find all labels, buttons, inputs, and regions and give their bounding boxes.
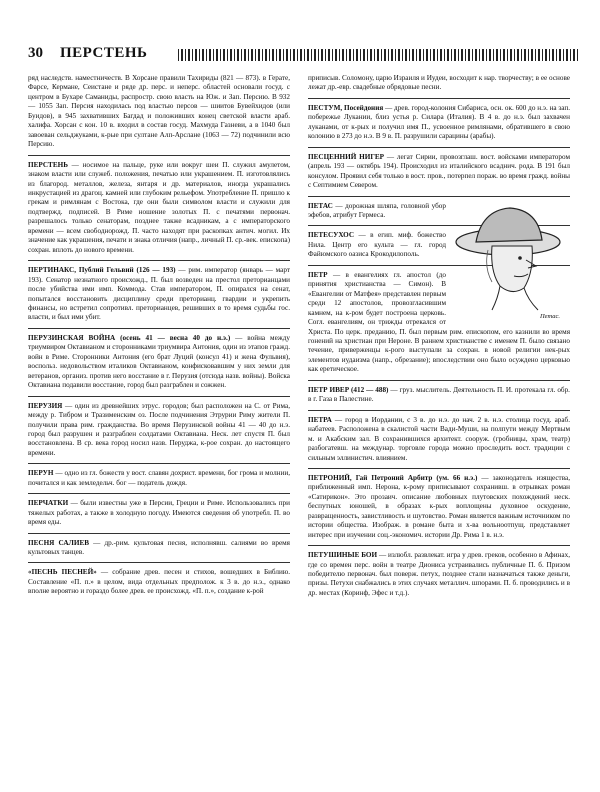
dictionary-entry <box>308 74 570 93</box>
entry-headword: ПЕТР ИВЕР (412 — 488) <box>308 385 389 394</box>
entry-text: — одно из гл. божеств у вост. славян дохрист. времени, бог грома и молнии, почитался и как земледельч. бог — податель дождя. <box>28 469 290 487</box>
entry-text: — др.-рим. культовая песня, исполнявш. салиями во время культовых танцев. <box>28 538 290 557</box>
entry-divider <box>308 410 570 411</box>
entry-text: — груз. мыслитель. Деятельность П. И. протекала гл. обр. в г. Газа в Палестине. <box>308 385 570 404</box>
decorative-border <box>178 49 578 61</box>
entry-divider <box>28 155 290 156</box>
entry-text: — излюбл. развлекат. игра у древ. греков, особенно в Афинах, где со времен перс. войн в театре Диониса устраивались публичные П. б. Призом победителю первонач. был поверж. петух, позднее стали назначаться также деньги, призы. Петухи снабжались в этих случаях металлич. шпорами. П. б. проводились и в др. местах (Коринф, Эфес и т.д.). <box>308 551 570 597</box>
entry-headword: ПЕСТУМ, Посейдония <box>308 103 384 112</box>
dictionary-entry <box>308 474 570 540</box>
dictionary-entry <box>28 568 290 596</box>
right-column <box>308 74 570 784</box>
entry-headword: ПЕРУЗИНСКАЯ ВОЙНА (осень 41 — весна 40 до н.э.) <box>28 333 231 342</box>
dictionary-entry <box>28 74 290 150</box>
entry-headword: ПЕРУЗИЯ <box>28 401 63 410</box>
entry-divider <box>308 98 570 99</box>
entry-divider <box>308 196 570 197</box>
entry-divider <box>28 260 290 261</box>
dictionary-entry <box>308 551 570 598</box>
dictionary-entry <box>28 161 290 256</box>
left-column <box>28 74 290 784</box>
entry-headword: ПЕТР <box>308 270 328 279</box>
entry-text: — война между триумвиром Октавианом и сторонниками триумвира Антония, один из этапов гражд. войн в Риме. Сторонники Антония (его брат Луций (консул 41) и жена Фульвия), воспольз. недовольством италиков Октавианом, конфисковавшим у них земли для ветеранов, организ. против него восстание в г. Перузия (отсюда назв. войны). Войска Октавиана подавили восстание, город был разграблен и сожжен. <box>28 333 290 390</box>
dictionary-entry <box>28 266 290 323</box>
dictionary-entry <box>308 153 570 191</box>
dictionary-entry <box>28 499 290 527</box>
entry-headword: ПЕРУН <box>28 469 54 478</box>
entry-divider <box>28 562 290 563</box>
entry-divider <box>28 533 290 534</box>
entry-headword: ПЕРТИНАКС, Публий Гельвий (126 — 193) <box>28 266 176 275</box>
petasos-illustration <box>452 202 570 324</box>
entry-headword: ПЕТУШИНЫЕ БОИ <box>308 551 378 560</box>
entry-headword: ПЕТРА <box>308 415 332 424</box>
entry-text: — рим. император (январь — март 193). Сенатор незнатного происхожд., П. был возведен на престол преторианцами после убийства ими имп. Коммода. Став императором, П. опирался на сенат, попытался восстановить дисциплину среди преторианц. гвардии и укрепить финансы, но встретил сопротивл. преторианцев, решивших в то время судьбы гос. власти, и был ими убит. <box>28 266 290 322</box>
entry-text: — собрание древ. песен и стихов, вошедших в Библию. Составление «П. п.» в целом, вида отдельных предполож. к 3 в. до н.э., однако вполне вероятно и гораздо более древ. ее происхожд. «П. п.», создание к-рой <box>28 568 290 596</box>
dictionary-entry <box>308 386 570 405</box>
figure-caption: Петас. <box>539 312 560 320</box>
entry-text: — один из древнейших этрус. городов; был расположен на С. от Рима, между р. Тибром и Тразименским оз. После подчинения Этрурии Риму жители П. получили права рим. гражданства. Во время Перузинской войны 41 — 40 до н.э. город был разрушен и разграблен солдатами Октавиана. Неск. лет спустя П. был восстановлена. В ср. века город носил назв. Перуджа, к-рое сохран. до настоящего времени. <box>28 401 290 457</box>
entry-text: — легат Сирии, провозглаш. вост. войсками императором (апрель 193 — октябрь 194). Происходил из италийского всаднич. рода. В 191 был консулом. Проявил себя только в вост. пров., потерпел пораж. во время гражд. войны с Септимием Севером. <box>308 152 570 190</box>
entry-divider <box>308 147 570 148</box>
entry-text: — дорожная шляпа, головной убор эфебов, атрибут Гермеса. <box>308 201 446 219</box>
entry-text: — в егип. миф. божество Нила. Центр его культа — гл. город Файюмского оазиса Крокодилополь. <box>308 231 446 259</box>
entry-divider <box>28 493 290 494</box>
entry-headword: «ПЕСНЬ ПЕСНЕЙ» <box>28 568 97 577</box>
entry-divider <box>308 468 570 469</box>
entry-text: ряд наследств. наместничеств. В Хорсане правили Тахириды (821 — 873). в Герате, Фарсе, Кермане, Сеистане и ряде др. перс. и неперс. областей основали госуд. с центром в Бухаре Саманиды, распростр. свою власть на Юж. и Зап. Персию. В 932 — 1055 Зап. Персия находилась под властью персов — шиитов Бувейхидов (или Буидов), в 945 захвативших Багдад и положивших конец светской власти араб. халифа. Хорсан с кон. 10 в. входил в состав госуд. Махмуда Газневи, а в 1040 был завоеван сельджуками, к-рые при султане Алп-Арслане (1063 — 72) подчинили всю Персию. <box>28 74 290 149</box>
entry-text: — древ. город-колония Сибариса, осн. ок. 600 до н.э. на зап. побережье Лукании, близ устья р. Силара (Италия). В 4 в. до н.э. был захвачен луканами, от к-рых и получил имя П., усвоенное римлянами, обратившего в свою колонию в 273 до н.э. В 9 в. П. разрушили сарацины (арабы). <box>308 103 570 141</box>
entry-text: — город в Иордании, с 3 в. до н.э. до нач. 2 в. н.э. столица госуд. араб. набатеев. Расположена в скалистой части Вади-Муши, на полпути между Мертвым м. и Акабским зал. В сохранившихся архитект. сооруж. (гробницы, храм, театр) разбогатевш. на междунар. торговле города можно проследить вост. традиции с сильным эллинистич. влиянием. <box>308 415 570 462</box>
dictionary-entry <box>308 416 570 463</box>
entry-text: — законодатель изящества, приближенный имп. Нерона, к-рому приписывают сохранивш. в отрывках роман «Сатирикон». Это прозаич. описание любовных плутовских похождений неск. беспутных юношей, в образах к-рых воплощены духовное оскудение, развращенность, завистливость и шутовство. Роман является важным источником по истории общества. Изображ. в романе быта и х-ва вольноотпущ. представляет интерес при изучении соц.-экономич. истории Др. Рима 1 в. н.э. <box>308 473 570 539</box>
dictionary-entry <box>28 402 290 459</box>
entry-text: приписыв. Соломону, царю Израиля и Иудеи, восходит к нар. творчеству; в ее основе лежат др.-евр. свадебные обрядовые песни. <box>308 74 570 92</box>
entry-text: — в евангелиях гл. апостол (до принятия христианства — Симон). В «Евангелии от Матфея» представлен первым среди 12 апостолов, провозгласившим камнем, на к-ром будет построена церковь. Согл. евангелиям, он трижды отрекался от Христа. По церк. преданию, П. был первым рим. епископом, его казнили во время гонений на христиан при Нероне. В раннем христианстве с именем П. было связано течение, приверженцы к-рого выступали за сохран. в новой религии нек-рых элементов иудаизма (напр., обрезание); впоследствии оно было осуждено церковью как еретическое. <box>308 270 570 374</box>
running-title: ПЕРСТЕНЬ <box>60 45 148 61</box>
entry-divider <box>28 396 290 397</box>
petasos-drawing <box>452 202 570 312</box>
entry-headword: ПЕТЕСУХОС <box>308 231 355 240</box>
entry-headword: ПЕРЧАТКИ <box>28 499 69 508</box>
entry-headword: ПЕРСТЕНЬ <box>28 160 68 169</box>
entry-divider <box>308 380 570 381</box>
dictionary-entry <box>308 104 570 142</box>
entry-headword: ПЕСЦЕННИЙ НИГЕР <box>308 152 385 161</box>
entry-text: — носимое на пальце, руке или вокруг шеи П. служил амулетом, знаком власти или служеб. положения, печатью или украшением. П. изготовлялись из благород. металлов, железа, янтаря и др. материалов, иногда украшались инкрустацией из драгоц. камней или глубоким рельефом. Употребление П. пришло к грекам и римлянам с Востока, где они были символом власти и служили для подтвержд. подписей. В Риме ношение золотых П. с печатями первонач. разрешалось только сенаторам, позднее также всадникам, а с императорского времени — всем свободнорожд. П. часто находят при раскопках антич. могил. Их значение как украшения, печати и знака отличия (напр., личный П. ср.-век. епископа) сохран. вплоть до нового времени. <box>28 160 290 254</box>
dictionary-entry <box>28 334 290 391</box>
entry-headword: ПЕСНЯ САЛИЕВ <box>28 538 90 547</box>
page-number: 30 <box>28 45 43 61</box>
page-header <box>28 45 578 65</box>
entry-headword: ПЕТАС <box>308 201 333 210</box>
entry-text: — были известны уже в Персии, Греции и Риме. Использовались при тяжелых работах, а также в холодную погоду. Имеются сведения об употребл. П. во время еды. <box>28 499 290 527</box>
dictionary-entry <box>28 539 290 558</box>
entry-headword: ПЕТРОНИЙ, Гай Петроний Арбитр (ум. 66 н.э.) <box>308 473 478 482</box>
dictionary-entry <box>28 469 290 488</box>
entry-divider <box>28 463 290 464</box>
entry-divider <box>308 545 570 546</box>
entry-divider <box>28 328 290 329</box>
